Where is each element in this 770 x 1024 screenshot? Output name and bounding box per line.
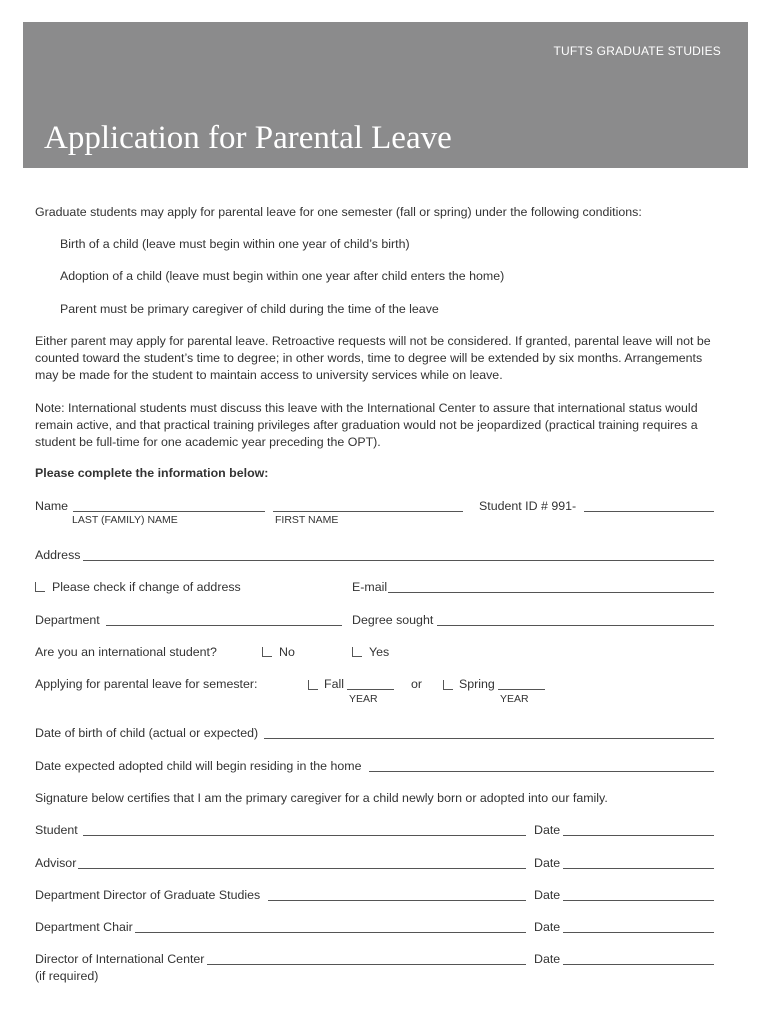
header-banner [23, 22, 748, 168]
semester-label: Applying for parental leave for semester: [35, 677, 258, 691]
dob-field[interactable] [264, 738, 714, 739]
if-required-note: (if required) [35, 969, 99, 983]
chair-date-field[interactable] [563, 932, 714, 933]
student-date-field[interactable] [563, 835, 714, 836]
date-label: Date [534, 888, 561, 902]
first-name-caption: FIRST NAME [275, 514, 339, 526]
page-title: Application for Parental Leave [44, 120, 452, 156]
department-label: Department [35, 613, 100, 627]
condition-birth: Birth of a child (leave must begin within one year of child’s birth) [60, 237, 410, 251]
address-label: Address [35, 548, 81, 562]
spring-checkbox[interactable] [443, 680, 453, 690]
dgs-date-field[interactable] [563, 900, 714, 901]
or-label: or [411, 677, 423, 691]
no-label: No [279, 645, 295, 659]
condition-caregiver: Parent must be primary caregiver of child during the time of the leave [60, 302, 439, 316]
first-name-field[interactable] [273, 511, 463, 512]
signature-label-advisor: Advisor [35, 856, 77, 870]
yes-label: Yes [369, 645, 390, 659]
date-label: Date [534, 952, 561, 966]
fall-year-field[interactable] [347, 689, 394, 690]
adopted-label: Date expected adopted child will begin residing in the home [35, 759, 362, 773]
signature-label-intl-director: Director of International Center [35, 952, 205, 966]
international-question: Are you an international student? [35, 645, 217, 659]
signature-label-student: Student [35, 823, 78, 837]
condition-adoption: Adoption of a child (leave must begin within one year after child enters the home) [60, 269, 505, 283]
fall-checkbox[interactable] [308, 680, 318, 690]
fall-label: Fall [324, 677, 344, 691]
certify-text: Signature below certifies that I am the primary caregiver for a child newly born or adopted into our family. [35, 791, 608, 805]
dgs-signature-field[interactable] [268, 900, 526, 901]
change-address-checkbox[interactable] [35, 582, 45, 592]
email-field[interactable] [388, 592, 714, 593]
intl-director-signature-field[interactable] [207, 964, 526, 965]
yes-checkbox[interactable] [352, 647, 362, 657]
degree-label: Degree sought [352, 613, 434, 627]
student-id-label: Student ID # 991- [479, 499, 577, 513]
international-note: Note: International students must discuss this leave with the International Center to assure that international status would remain active, and that practical training privileges after graduation would not be jeopardized (practical training requires a student be full-time for one academic year preceding the OPT). [35, 401, 698, 449]
date-label: Date [534, 823, 561, 837]
adopted-date-field[interactable] [369, 771, 714, 772]
student-signature-field[interactable] [83, 835, 526, 836]
advisor-date-field[interactable] [563, 868, 714, 869]
name-label: Name [35, 499, 69, 513]
dob-label: Date of birth of child (actual or expected) [35, 726, 259, 740]
no-checkbox[interactable] [262, 647, 272, 657]
department-field[interactable] [106, 625, 342, 626]
date-label: Date [534, 920, 561, 934]
chair-signature-field[interactable] [135, 932, 526, 933]
intl-director-date-field[interactable] [563, 964, 714, 965]
intro-text: Graduate students may apply for parental leave for one semester (fall or spring) under the following conditions: [35, 205, 642, 219]
advisor-signature-field[interactable] [78, 868, 526, 869]
last-name-field[interactable] [73, 511, 265, 512]
change-address-label: Please check if change of address [52, 580, 241, 594]
address-field[interactable] [83, 560, 714, 561]
signature-label-chair: Department Chair [35, 920, 133, 934]
instructions-heading: Please complete the information below: [35, 466, 269, 480]
email-label: E-mail [352, 580, 388, 594]
last-name-caption: LAST (FAMILY) NAME [72, 514, 178, 526]
signature-label-dgs: Department Director of Graduate Studies [35, 888, 261, 902]
spring-year-field[interactable] [498, 689, 545, 690]
student-id-field[interactable] [584, 511, 714, 512]
org-name: TUFTS GRADUATE STUDIES [553, 44, 721, 58]
fall-year-caption: YEAR [349, 693, 378, 705]
degree-field[interactable] [437, 625, 714, 626]
date-label: Date [534, 856, 561, 870]
policy-paragraph: Either parent may apply for parental leave. Retroactive requests will not be considered. If granted, parental leave will not be counted toward the student’s time to degree; in other words, time to degree will be extended by six months. Arrangements may be made for the student to maintain access to university services while on leave. [35, 334, 711, 382]
spring-label: Spring [459, 677, 495, 691]
spring-year-caption: YEAR [500, 693, 529, 705]
